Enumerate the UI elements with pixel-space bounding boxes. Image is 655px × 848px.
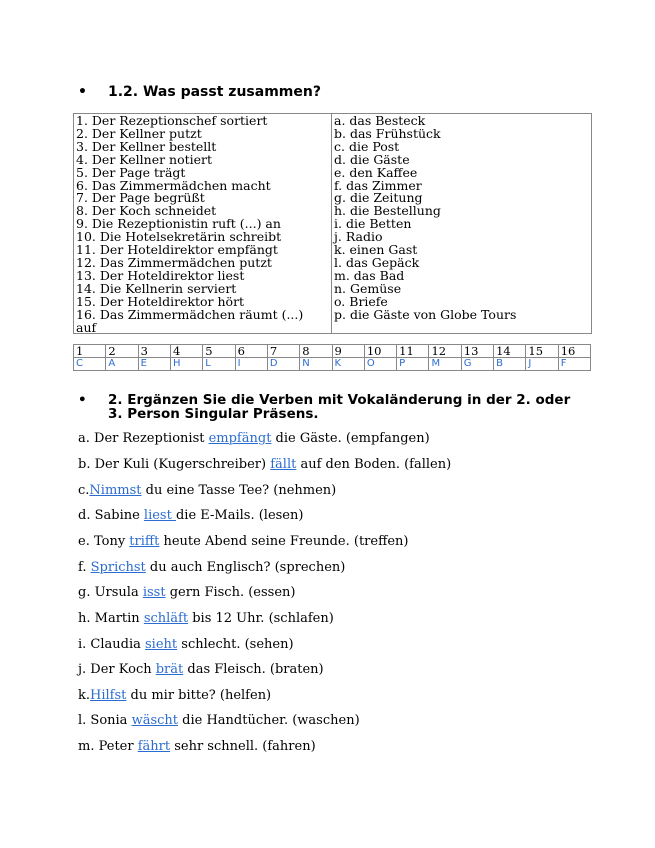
sentence-text: j. Der Koch [78, 662, 156, 677]
bullet-icon: • [78, 392, 87, 408]
answer-number-row [74, 345, 591, 358]
sentence-text: d. Sabine [78, 508, 144, 523]
sentence [78, 637, 294, 652]
answer-letter[interactable]: B [494, 358, 526, 371]
sentence-text: die E-Mails. (lesen) [175, 508, 304, 523]
left-item: 5. Der Page trägt [76, 164, 186, 180]
answer-blank[interactable]: schläft [143, 611, 189, 626]
sentence-text: g. Ursula [78, 585, 143, 600]
sentence-text: h. Martin [78, 611, 144, 626]
answer-letter[interactable]: J [526, 358, 558, 371]
matching-left-column [74, 114, 332, 333]
answer-letter[interactable]: K [332, 358, 364, 371]
sentence-text: gern Fisch. (essen) [165, 585, 296, 600]
left-item: 16. Das Zimmermädchen räumt (...) [76, 306, 304, 322]
sentence [78, 713, 360, 728]
answer-letter[interactable]: P [397, 358, 429, 371]
sentence-text: die Handtücher. (waschen) [178, 713, 360, 728]
sentence [78, 585, 295, 600]
left-item: 12. Das Zimmermädchen putzt [76, 254, 272, 270]
sentence [78, 688, 271, 703]
answer-letter[interactable]: D [267, 358, 299, 371]
sentence-text: a. Der Rezeptionist [78, 431, 209, 446]
right-item: p. die Gäste von Globe Tours [334, 306, 517, 322]
sentence-text: l. Sonia [78, 713, 132, 728]
sentence-text: f. [78, 560, 91, 575]
answer-letter[interactable]: O [364, 358, 396, 371]
answer-number: 7 [267, 345, 299, 358]
sentence-text: schlecht. (sehen) [177, 637, 294, 652]
matching-table [73, 113, 592, 334]
sentence [78, 611, 334, 626]
sentence [78, 534, 408, 549]
answer-blank[interactable]: sieht [145, 637, 178, 652]
sentence-text: i. Claudia [78, 637, 146, 652]
answer-letter[interactable]: M [429, 358, 461, 371]
sentence [78, 431, 430, 446]
left-item: 13. Der Hoteldirektor liest [76, 267, 245, 283]
section-1-heading [78, 84, 321, 100]
answer-blank[interactable]: trifft [129, 534, 160, 549]
sentence-text: k. [78, 688, 91, 703]
right-item: g. die Zeitung [334, 190, 423, 206]
right-item: h. die Bestellung [334, 203, 441, 219]
sentence-text: e. Tony [78, 534, 130, 549]
sentence-text: c. [78, 483, 90, 498]
answer-number: 6 [235, 345, 267, 358]
answer-letter-row [74, 358, 591, 371]
left-item: 4. Der Kellner notiert [76, 151, 213, 167]
sentence [78, 457, 451, 472]
answer-number: 8 [300, 345, 332, 358]
answer-grid [73, 344, 591, 371]
answer-blank[interactable]: fährt [137, 739, 171, 754]
sentence-text: du mir bitte? (helfen) [126, 688, 272, 703]
sentence [78, 483, 336, 498]
answer-letter[interactable]: I [235, 358, 267, 371]
answer-letter[interactable]: G [461, 358, 493, 371]
right-item: b. das Frühstück [334, 125, 441, 141]
left-item: 6. Das Zimmermädchen macht [76, 177, 271, 193]
answer-number: 4 [170, 345, 202, 358]
sentence-text: heute Abend seine Freunde. (treffen) [159, 534, 409, 549]
left-item: 1. Der Rezeptionschef sortiert [76, 113, 268, 128]
sentence-text: sehr schnell. (fahren) [170, 739, 316, 754]
sentence [78, 739, 316, 754]
answer-letter[interactable]: L [203, 358, 235, 371]
left-item: 9. Die Rezeptionistin ruft (...) an [76, 216, 281, 232]
answer-letter[interactable]: N [300, 358, 332, 371]
answer-number: 3 [138, 345, 170, 358]
sentence [78, 508, 303, 523]
sentence-text: auf den Boden. (fallen) [296, 457, 452, 472]
sentence [78, 560, 345, 575]
answer-letter[interactable]: F [558, 358, 590, 371]
left-item: 14. Die Kellnerin serviert [76, 280, 237, 296]
sentence-text: m. Peter [78, 739, 138, 754]
answer-number: 11 [397, 345, 429, 358]
right-item: a. das Besteck [334, 113, 426, 128]
sentence-text: du auch Englisch? (sprechen) [145, 560, 346, 575]
answer-number: 15 [526, 345, 558, 358]
left-item: auf [76, 319, 97, 335]
right-item: m. das Bad [334, 267, 405, 283]
left-item: 10. Die Hotelsekretärin schreibt [76, 229, 282, 245]
answer-blank[interactable]: isst [142, 585, 166, 600]
answer-number: 14 [494, 345, 526, 358]
left-item: 15. Der Hoteldirektor hört [76, 293, 245, 309]
answer-number: 2 [106, 345, 138, 358]
answer-blank[interactable]: empfängt [208, 431, 272, 446]
answer-letter[interactable]: A [106, 358, 138, 371]
answer-blank[interactable]: wäscht [131, 713, 179, 728]
right-item: e. den Kaffee [334, 164, 418, 180]
sentence [78, 662, 324, 677]
right-item: k. einen Gast [334, 242, 418, 258]
answer-blank[interactable]: Hilfst [90, 688, 127, 703]
right-item: i. die Betten [334, 216, 412, 232]
answer-letter[interactable]: H [170, 358, 202, 371]
matching-right-column [332, 114, 591, 333]
right-item: o. Briefe [334, 293, 388, 309]
sentence-text: du eine Tasse Tee? (nehmen) [141, 483, 337, 498]
sentence-text: das Fleisch. (braten) [183, 662, 324, 677]
answer-blank[interactable]: brät [155, 662, 184, 677]
right-item: d. die Gäste [334, 151, 410, 167]
left-item: 2. Der Kellner putzt [76, 125, 202, 141]
left-item: 3. Der Kellner bestellt [76, 138, 217, 154]
answer-number: 13 [461, 345, 493, 358]
answer-number: 5 [203, 345, 235, 358]
section-2-title: 2. Ergänzen Sie die Verben mit Vokaländerung in der 2. oder 3. Person Singular Präsens. [108, 392, 571, 422]
answer-number: 10 [364, 345, 396, 358]
answer-number: 1 [74, 345, 106, 358]
right-item: l. das Gepäck [334, 254, 420, 270]
answer-letter[interactable]: E [138, 358, 170, 371]
sentence-text: die Gäste. (empfangen) [271, 431, 430, 446]
answer-blank[interactable]: fällt [270, 457, 297, 472]
sentence-text: b. Der Kuli (Kugerschreiber) [78, 457, 271, 472]
right-item: j. Radio [334, 229, 383, 245]
answer-number: 16 [558, 345, 590, 358]
answer-blank[interactable]: Sprichst [90, 560, 146, 575]
answer-number: 12 [429, 345, 461, 358]
left-item: 7. Der Page begrüßt [76, 190, 205, 206]
answer-number: 9 [332, 345, 364, 358]
bullet-icon: • [78, 84, 87, 100]
left-item: 11. Der Hoteldirektor empfängt [76, 242, 278, 258]
sentence-text: bis 12 Uhr. (schlafen) [188, 611, 334, 626]
answer-blank[interactable]: liest [143, 508, 176, 523]
right-item: f. das Zimmer [334, 177, 422, 193]
section-1-title: 1.2. Was passt zusammen? [108, 84, 321, 100]
answer-blank[interactable]: Nimmst [89, 483, 142, 498]
right-item: n. Gemüse [334, 280, 402, 296]
left-item: 8. Der Koch schneidet [76, 203, 217, 219]
answer-letter[interactable]: C [74, 358, 106, 371]
right-item: c. die Post [334, 138, 400, 154]
